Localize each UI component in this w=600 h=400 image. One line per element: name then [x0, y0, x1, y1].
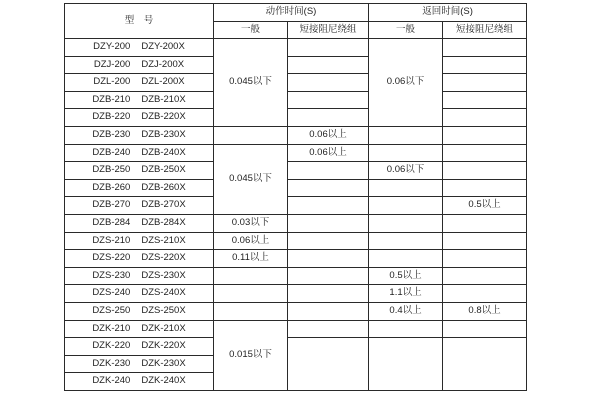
relay-timing-table [64, 3, 527, 391]
model-name-right: DZB-270X [141, 199, 186, 211]
model-cell [65, 74, 214, 92]
ret-gen-value: 0.4以上 [369, 302, 443, 320]
act-damp-value [288, 179, 369, 197]
model-cell [65, 267, 214, 285]
model-cell [65, 250, 214, 268]
model-cell [65, 302, 214, 320]
act-damp-value [288, 320, 369, 338]
model-cell [65, 373, 214, 391]
table-row [65, 338, 527, 356]
table-row [65, 56, 527, 74]
ret-damp-value [443, 232, 527, 250]
act-damp-value [288, 162, 369, 180]
act-damp-value [288, 74, 369, 92]
model-name-left: DZJ-200 [93, 58, 131, 70]
model-name-right: DZS-220X [141, 252, 186, 264]
act-gen-value: 0.03以下 [214, 214, 288, 232]
table-row [65, 179, 527, 197]
act-damp-value [288, 302, 369, 320]
model-name-right: DZK-230X [141, 357, 186, 369]
act-gen-value: 0.11以上 [214, 250, 288, 268]
ret-damp-value [443, 39, 527, 57]
act-damp-value [288, 232, 369, 250]
table-row [65, 91, 527, 109]
table-row [65, 250, 527, 268]
model-name-left: DZB-210 [92, 93, 131, 105]
ret-damp-value: 0.5以上 [443, 197, 527, 215]
model-name-left: DZB-230 [92, 129, 131, 141]
table-row [65, 214, 527, 232]
model-cell [65, 144, 214, 162]
ret-gen-value: 1.1以上 [369, 285, 443, 303]
ret-gen-value [369, 197, 443, 215]
act-damp-value: 0.06以上 [288, 126, 369, 144]
model-name-right: DZS-210X [141, 234, 186, 246]
model-name-left: DZB-220 [92, 111, 131, 123]
act-gen-value [214, 302, 288, 320]
act-damp-value: 0.06以上 [288, 144, 369, 162]
model-name-left: DZS-210 [92, 234, 131, 246]
ret-damp-value [443, 109, 527, 127]
model-cell [65, 338, 214, 356]
ret-gen-value [369, 179, 443, 197]
header-return-damping: 短接阻尼绕组 [443, 22, 527, 39]
table-row [65, 39, 527, 57]
ret-damp-value [443, 320, 527, 338]
model-cell [65, 232, 214, 250]
model-name-right: DZL-200X [141, 76, 185, 88]
table-row [65, 232, 527, 250]
act-gen-value: 0.015以下 [214, 320, 288, 390]
table-row [65, 109, 527, 127]
ret-gen-value: 0.06以下 [369, 39, 443, 127]
ret-damp-value [443, 56, 527, 74]
header-return-general: 一般 [369, 22, 443, 39]
ret-damp-value [443, 250, 527, 268]
model-cell [65, 179, 214, 197]
model-name-left: DZS-230 [92, 269, 131, 281]
ret-gen-value [369, 232, 443, 250]
table-row [65, 197, 527, 215]
model-name-right: DZB-210X [141, 93, 186, 105]
model-cell [65, 126, 214, 144]
model-cell [65, 214, 214, 232]
model-cell [65, 320, 214, 338]
table-row [65, 285, 527, 303]
model-name-left: DZS-240 [92, 287, 131, 299]
table-row [65, 320, 527, 338]
model-name-right: DZK-240X [141, 375, 186, 387]
model-name-left: DZS-220 [92, 252, 131, 264]
ret-damp-value [443, 144, 527, 162]
ret-damp-value [443, 91, 527, 109]
model-name-right: DZK-220X [141, 340, 186, 352]
model-cell [65, 109, 214, 127]
model-name-right: DZJ-200X [141, 58, 185, 70]
act-damp-value [288, 91, 369, 109]
header-action-general: 一般 [214, 22, 288, 39]
act-damp-value [288, 250, 369, 268]
ret-damp-value [443, 162, 527, 180]
header-model: 型 号 [65, 4, 214, 39]
model-name-left: DZB-270 [92, 199, 131, 211]
model-name-right: DZK-210X [141, 322, 186, 334]
model-name-left: DZK-230 [92, 357, 131, 369]
model-name-right: DZS-250X [141, 304, 186, 316]
model-name-left: DZB-240 [92, 146, 131, 158]
model-name-left: DZB-250 [92, 164, 131, 176]
ret-gen-value [369, 320, 443, 338]
act-gen-value: 0.06以上 [214, 232, 288, 250]
act-damp-value [288, 39, 369, 57]
act-damp-value [288, 267, 369, 285]
act-gen-value [214, 126, 288, 144]
ret-gen-value [369, 250, 443, 268]
model-cell [65, 56, 214, 74]
model-name-left: DZB-284 [92, 217, 131, 229]
act-damp-value [288, 56, 369, 74]
model-name-right: DZB-220X [141, 111, 186, 123]
header-action-damping: 短接阻尼绕组 [288, 22, 369, 39]
ret-damp-value [443, 285, 527, 303]
model-name-left: DZS-250 [92, 304, 131, 316]
ret-damp-value [443, 267, 527, 285]
ret-gen-value: 0.06以下 [369, 162, 443, 180]
table-row [65, 126, 527, 144]
model-name-right: DZS-230X [141, 269, 186, 281]
model-cell [65, 39, 214, 57]
ret-gen-value [369, 144, 443, 162]
model-name-left: DZK-240 [92, 375, 131, 387]
model-name-right: DZS-240X [141, 287, 186, 299]
act-gen-value: 0.045以下 [214, 144, 288, 214]
model-cell [65, 285, 214, 303]
act-gen-value [214, 285, 288, 303]
table-row [65, 144, 527, 162]
ret-damp-value [443, 338, 527, 391]
model-name-right: DZB-240X [141, 146, 186, 158]
ret-gen-value [369, 214, 443, 232]
model-name-left: DZK-220 [92, 340, 131, 352]
model-name-right: DZB-284X [141, 217, 186, 229]
model-name-left: DZL-200 [93, 76, 131, 88]
ret-damp-value: 0.8以上 [443, 302, 527, 320]
ret-damp-value [443, 214, 527, 232]
act-damp-value [288, 197, 369, 215]
ret-gen-value [369, 126, 443, 144]
act-damp-value [288, 285, 369, 303]
model-cell [65, 197, 214, 215]
header-return-time: 返回时间(S) [369, 4, 527, 22]
act-damp-value [288, 109, 369, 127]
header-action-time: 动作时间(S) [214, 4, 369, 22]
model-name-right: DZY-200X [141, 41, 185, 53]
model-name-left: DZY-200 [93, 41, 131, 53]
model-cell [65, 162, 214, 180]
table-row [65, 162, 527, 180]
ret-gen-value: 0.5以上 [369, 267, 443, 285]
model-name-right: DZB-250X [141, 164, 186, 176]
ret-damp-value [443, 179, 527, 197]
table-row [65, 74, 527, 92]
act-gen-value [214, 267, 288, 285]
ret-gen-value [369, 338, 443, 391]
ret-damp-value [443, 126, 527, 144]
header-row-groups [65, 4, 527, 22]
act-damp-value [288, 214, 369, 232]
model-cell [65, 91, 214, 109]
table-row [65, 267, 527, 285]
ret-damp-value [443, 74, 527, 92]
act-gen-value: 0.045以下 [214, 39, 288, 127]
model-name-left: DZK-210 [92, 322, 131, 334]
table-row [65, 302, 527, 320]
model-name-right: DZB-260X [141, 181, 186, 193]
act-damp-value [288, 338, 369, 391]
model-name-right: DZB-230X [141, 129, 186, 141]
model-name-left: DZB-260 [92, 181, 131, 193]
model-cell [65, 355, 214, 373]
